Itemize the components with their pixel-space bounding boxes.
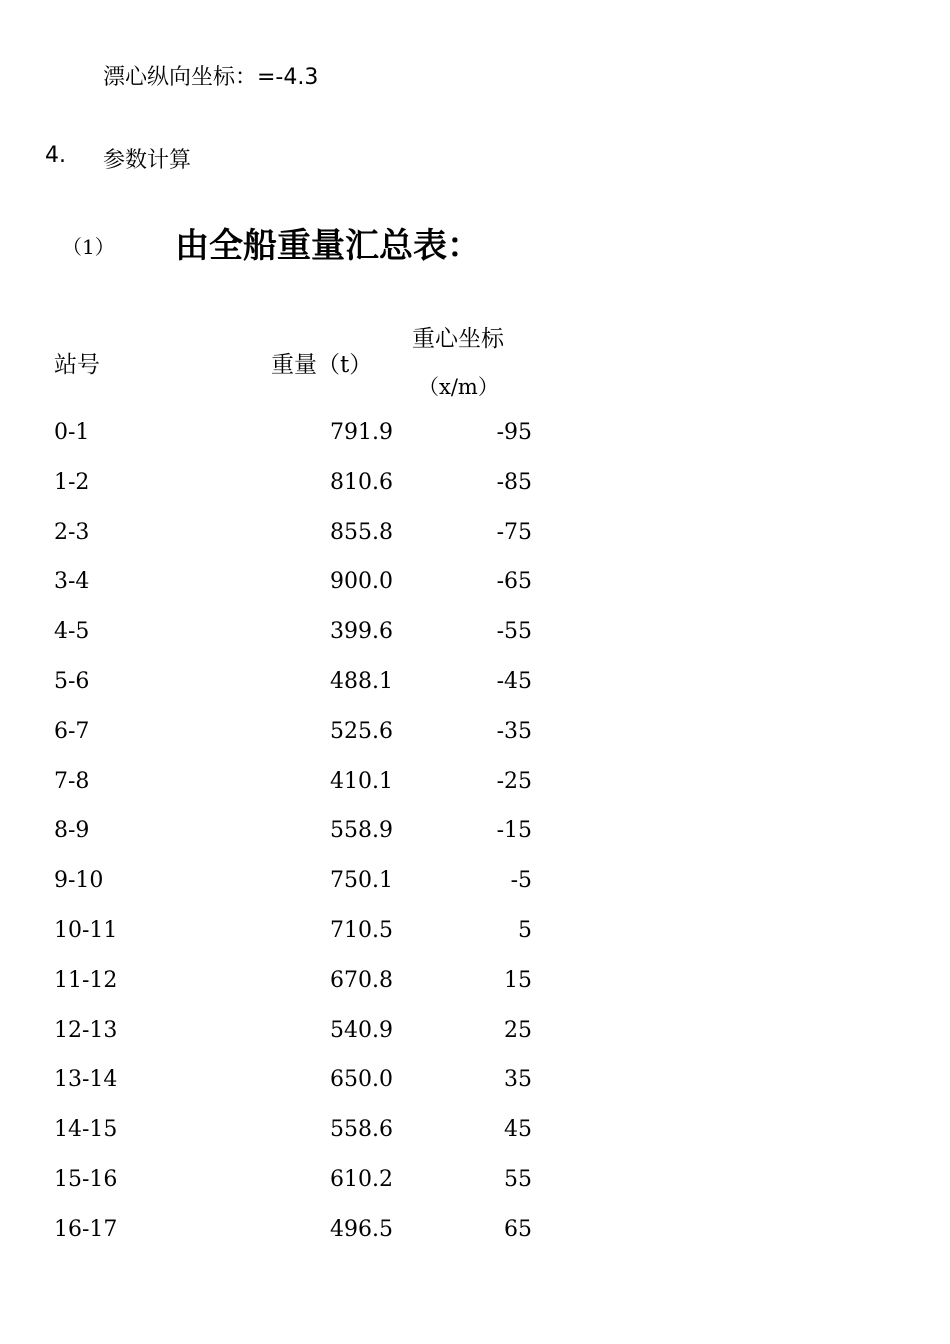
weight-cell: 855.8 [330, 519, 393, 545]
station-cell: 0-1 [54, 420, 90, 445]
weight-cell: 810.6 [330, 469, 393, 495]
cg-x-cell: 65 [504, 1216, 532, 1242]
header-cg-title: 重心坐标 [412, 326, 504, 352]
station-cell: 7-8 [54, 768, 90, 794]
cg-x-cell: 55 [504, 1167, 532, 1192]
table-row [0, 765, 950, 815]
table-row [0, 615, 950, 665]
cg-x-cell: -25 [496, 768, 532, 794]
weight-cell: 410.1 [330, 768, 393, 794]
cg-x-cell: -55 [496, 619, 532, 645]
weight-cell: 558.6 [330, 1117, 393, 1143]
section-number: 4. [45, 143, 66, 168]
cg-x-cell: 35 [504, 1067, 532, 1093]
cg-x-cell: -35 [496, 718, 532, 744]
cg-x-cell: -45 [496, 669, 532, 694]
table-row [0, 466, 950, 516]
cg-x-cell: -65 [496, 569, 532, 595]
station-cell: 8-9 [54, 818, 90, 844]
table-row [0, 565, 950, 615]
header-cg-unit: （x/m） [418, 375, 499, 399]
weight-cell: 558.9 [330, 818, 393, 844]
station-cell: 2-3 [54, 519, 90, 545]
station-cell: 9-10 [54, 868, 104, 894]
table-row [0, 1113, 950, 1163]
table-row [0, 864, 950, 914]
cg-x-cell: -85 [496, 469, 532, 495]
weight-cell: 900.0 [330, 569, 393, 595]
station-cell: 3-4 [54, 569, 90, 595]
table-row [0, 416, 950, 466]
weight-cell: 610.2 [330, 1167, 393, 1192]
station-cell: 10-11 [54, 918, 118, 943]
cg-x-cell: -95 [496, 420, 532, 445]
station-cell: 6-7 [54, 718, 90, 744]
weight-cell: 399.6 [330, 619, 393, 645]
weight-cell: 496.5 [330, 1216, 393, 1242]
table-row [0, 1063, 950, 1113]
weight-cell: 710.5 [330, 918, 393, 943]
station-cell: 1-2 [54, 469, 90, 495]
weight-cell: 488.1 [330, 669, 393, 694]
cg-x-cell: -15 [496, 818, 532, 844]
table-row [0, 715, 950, 765]
weight-cell: 750.1 [330, 868, 393, 894]
table-row [0, 665, 950, 715]
cg-x-cell: 5 [518, 918, 532, 943]
table-row [0, 1213, 950, 1263]
table-row [0, 964, 950, 1014]
weight-cell: 525.6 [330, 718, 393, 744]
header-station: 站号 [54, 352, 100, 378]
weight-cell: 650.0 [330, 1067, 393, 1093]
table-row [0, 516, 950, 566]
weight-cell: 791.9 [330, 420, 393, 445]
station-cell: 5-6 [54, 669, 90, 694]
weight-cell: 670.8 [330, 967, 393, 993]
subsection-number: （1） [62, 235, 115, 259]
station-cell: 4-5 [54, 619, 90, 645]
station-cell: 11-12 [54, 967, 118, 993]
floatation-center-line: 漂心纵向坐标：=-4.3 [103, 65, 319, 90]
table-row [0, 814, 950, 864]
station-cell: 16-17 [54, 1216, 118, 1242]
station-cell: 15-16 [54, 1167, 118, 1192]
station-cell: 12-13 [54, 1017, 118, 1043]
cg-x-cell: -5 [510, 868, 532, 894]
section-title: 参数计算 [103, 148, 192, 173]
cg-x-cell: 15 [504, 967, 532, 993]
station-cell: 13-14 [54, 1067, 118, 1093]
cg-x-cell: 45 [504, 1117, 532, 1143]
subsection-title: 由全船重量汇总表： [175, 226, 481, 266]
station-cell: 14-15 [54, 1117, 118, 1143]
table-row [0, 1014, 950, 1064]
cg-x-cell: 25 [504, 1017, 532, 1043]
table-row [0, 1163, 950, 1213]
weight-cell: 540.9 [330, 1017, 393, 1043]
cg-x-cell: -75 [496, 519, 532, 545]
table-row [0, 914, 950, 964]
header-weight: 重量（t） [271, 352, 373, 378]
